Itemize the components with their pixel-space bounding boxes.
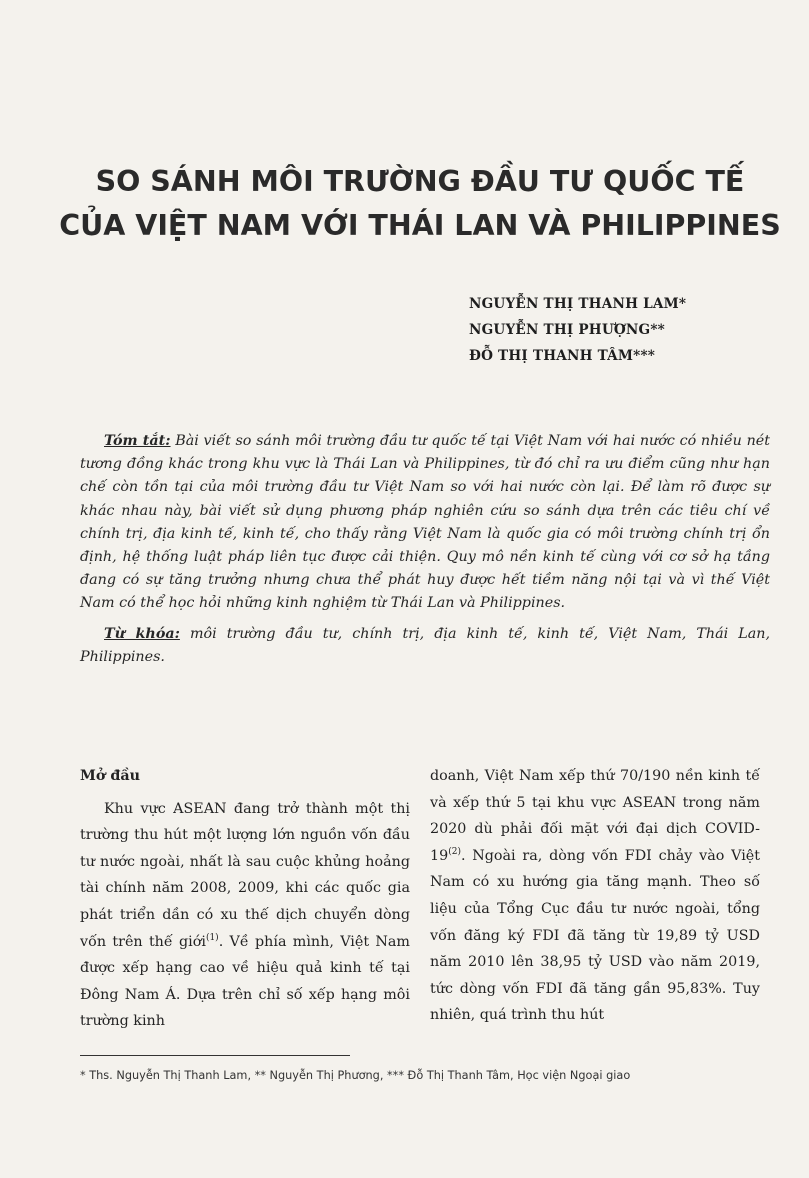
body-paragraph-left (80, 796, 410, 1035)
author-footnote: * Ths. Nguyễn Thị Thanh Lam, ** Nguyễn Thị Phương, *** Đỗ Thị Thanh Tâm, Học viện Ngoại giao (80, 1069, 631, 1082)
body-text-left-a: Khu vực ASEAN đang trở thành một thị trường thu hút một lượng lớn nguồn vốn đầu tư nước ngoài, nhất là sau cuộc khủng hoảng tài chính năm 2008, 2009, khi các quốc gia phát triển dần có xu thế dịch chuyển dòng vốn trên thế giới (80, 800, 410, 950)
footnote-divider (80, 1055, 350, 1056)
keywords-label: Từ khóa: (104, 625, 180, 642)
keywords-paragraph (80, 623, 770, 669)
body-text-right-a: doanh, Việt Nam xếp thứ 70/190 nền kinh tế và xếp thứ 5 tại khu vực ASEAN trong năm 2020 dù phải đối mặt với đại dịch COVID-19 (430, 768, 760, 864)
abstract-text: Bài viết so sánh môi trường đầu tư quốc tế tại Việt Nam với hai nước có nhiều nét tương đồng khác trong khu vực là Thái Lan và Philippines, từ đó chỉ ra ưu điểm cũng như hạn chế còn tồn tại của môi trường đầu tư Việt Nam so với hai nước còn lại. Để làm rõ được sự khác nhau này, bài viết sử dụng phương pháp nghiên cứu so sánh dựa trên các tiêu chí về chính trị, địa kinh tế, kinh tế, cho thấy rằng Việt Nam là quốc gia có môi trường chính trị ổn định, hệ thống luật pháp liên tục được cải thiện. Quy mô nền kinh tế cùng với cơ sở hạ tầng đang có sự tăng trưởng nhưng chưa thể phát huy được hết tiềm năng nội tại và vì thế Việt Nam có thể học hỏi những kinh nghiệm từ Thái Lan và Philippines. (80, 433, 770, 612)
author-3: ĐỖ THỊ THANH TÂM*** (469, 348, 656, 364)
body-text-right-b: . Ngoài ra, dòng vốn FDI chảy vào Việt Nam có xu hướng gia tăng mạnh. Theo số liệu của Tổng Cục đầu tư nước ngoài, tổng vốn đăng ký FDI đã tăng từ 19,89 tỷ USD năm 2010 lên 38,95 tỷ USD vào năm 2019, tức dòng vốn FDI đã tăng gần 95,83%. Tuy nhiên, quá trình thu hút (430, 847, 760, 1024)
body-column-right (430, 763, 760, 1029)
author-2: NGUYỄN THỊ PHƯỢNG** (469, 322, 665, 338)
title-line-1: SO SÁNH MÔI TRƯỜNG ĐẦU TƯ QUỐC TẾ (95, 165, 745, 198)
title-line-2: CỦA VIỆT NAM VỚI THÁI LAN VÀ PHILIPPINES (59, 209, 781, 242)
body-column-left (80, 763, 410, 1035)
abstract-label: Tóm tắt: (104, 433, 171, 449)
author-1: NGUYỄN THỊ THANH LAM* (469, 296, 687, 312)
abstract-paragraph (80, 430, 770, 616)
section-heading: Mở đầu (80, 768, 140, 784)
author-list (469, 291, 686, 369)
abstract-block (80, 430, 770, 669)
article-title (40, 160, 800, 248)
footnote-ref-1: (1) (205, 932, 219, 943)
footnote-ref-2: (2) (448, 847, 461, 858)
keywords-text: môi trường đầu tư, chính trị, địa kinh tế, kinh tế, Việt Nam, Thái Lan, Philippines. (80, 625, 771, 665)
body-text-left-b: . Về phía mình, Việt Nam được xếp hạng cao về hiệu quả kinh tế tại Đông Nam Á. Dựa trên chỉ số xếp hạng môi trường kinh (80, 933, 410, 1030)
body-paragraph-right (430, 763, 760, 1029)
